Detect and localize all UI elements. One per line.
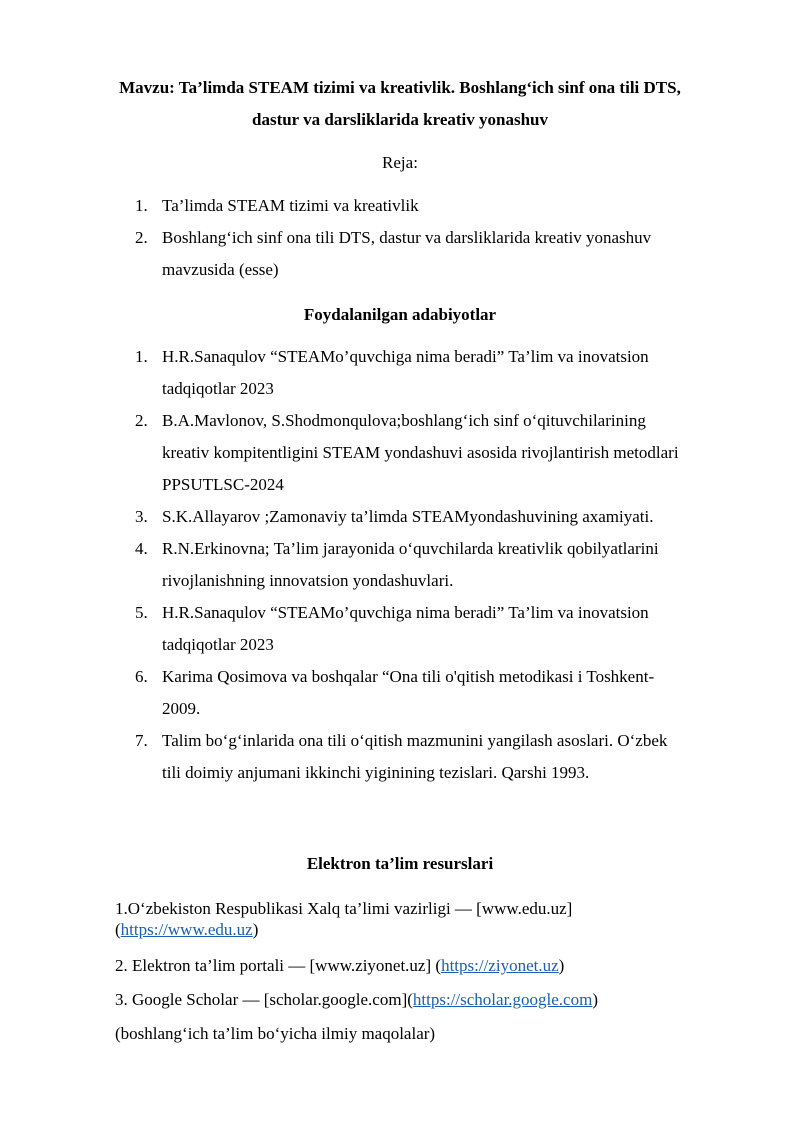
reference-item <box>115 597 755 661</box>
e-resources-heading: Elektron ta’lim resurslari <box>306 854 494 873</box>
reference-number: 1. <box>135 347 148 366</box>
reference-line: tili doimiy anjumani ikkinchi yiginining tezislari. Qarshi 1993. <box>162 763 590 782</box>
plan-item-line: Ta’limda STEAM tizimi va kreativlik <box>162 196 419 215</box>
e-resource-1-link-line <box>115 919 755 940</box>
plan-item-line: Boshlang‘ich sinf ona tili DTS, dastur va darsliklarida kreativ yonashuv <box>162 228 652 247</box>
paren-open: ( <box>115 920 121 939</box>
paren-close: ) <box>558 956 565 975</box>
document-title-line-2: dastur va darsliklarida kreativ yonashuv <box>252 110 548 129</box>
reference-line: S.K.Allayarov ;Zamonaviy ta’limda STEAMyondashuvining axamiyati. <box>162 507 654 526</box>
plan-item-number: 2. <box>135 228 148 247</box>
reference-line: Talim bo‘g‘inlarida ona tili o‘qitish mazmunini yangilash asoslari. O‘zbek <box>162 731 668 750</box>
plan-item-line: mavzusida (esse) <box>162 260 279 279</box>
e-resource-2 <box>115 954 755 978</box>
reference-line: 2009. <box>162 699 201 718</box>
reference-item <box>115 501 755 533</box>
plan-item-number: 1. <box>135 196 148 215</box>
e-resource-3-note: (boshlang‘ich ta’lim bo‘yicha ilmiy maqolalar) <box>115 1024 436 1043</box>
e-resource-3-text: 3. Google Scholar — [scholar.google.com]( <box>115 990 413 1009</box>
reference-line: B.A.Mavlonov, S.Shodmonqulova;boshlang‘ich sinf o‘qituvchilarining <box>162 411 646 430</box>
reference-number: 2. <box>135 411 148 430</box>
reference-number: 5. <box>135 603 148 622</box>
reference-number: 4. <box>135 539 148 558</box>
references-heading: Foydalanilgan adabiyotlar <box>303 305 497 324</box>
reference-line: H.R.Sanaqulov “STEAMo’quvchiga nima beradi” Ta’lim va inovatsion <box>162 347 649 366</box>
reference-line: kreativ kompitentligini STEAM yondashuvi asosida rivojlantirish metodlari <box>162 443 679 462</box>
paren-close: ) <box>252 920 259 939</box>
plan-item <box>115 222 755 286</box>
reference-item <box>115 533 755 597</box>
plan-list <box>115 190 755 286</box>
e-resource-1 <box>115 898 755 940</box>
reference-line: tadqiqotlar 2023 <box>162 635 274 654</box>
google-scholar-link[interactable]: https://scholar.google.com <box>412 990 593 1009</box>
reference-number: 6. <box>135 667 148 686</box>
e-resource-1-text: 1.O‘zbekiston Respublikasi Xalq ta’limi vazirligi — [www.edu.uz] <box>115 899 573 918</box>
reference-line: tadqiqotlar 2023 <box>162 379 274 398</box>
reference-line: PPSUTLSC-2024 <box>162 475 284 494</box>
reference-number: 7. <box>135 731 148 750</box>
reference-item <box>115 661 755 725</box>
reference-item <box>115 341 755 405</box>
e-resource-2-text: 2. Elektron ta’lim portali — [www.ziyonet.uz] ( <box>115 956 442 975</box>
document-title-line-1: Mavzu: Ta’limda STEAM tizimi va kreativlik. Boshlang‘ich sinf ona tili DTS, <box>119 78 681 97</box>
reference-line: Karima Qosimova va boshqalar “Ona tili o'qitish metodikasi i Toshkent- <box>162 667 655 686</box>
reference-line: H.R.Sanaqulov “STEAMo’quvchiga nima beradi” Ta’lim va inovatsion <box>162 603 649 622</box>
e-resource-3 <box>115 988 755 1012</box>
reference-item <box>115 725 755 789</box>
reference-line: R.N.Erkinovna; Ta’lim jarayonida o‘quvchilarda kreativlik qobilyatlarini <box>162 539 659 558</box>
ziyonet-link[interactable]: https://ziyonet.uz <box>441 956 559 975</box>
references-list <box>115 341 755 789</box>
plan-heading: Reja: <box>382 153 418 172</box>
reference-item <box>115 405 755 501</box>
plan-item <box>115 190 755 222</box>
reference-number: 3. <box>135 507 148 526</box>
edu-uz-link[interactable]: https://www.edu.uz <box>120 920 253 939</box>
reference-line: rivojlanishning innovatsion yondashuvlari. <box>162 571 454 590</box>
paren-close: ) <box>592 990 598 1009</box>
